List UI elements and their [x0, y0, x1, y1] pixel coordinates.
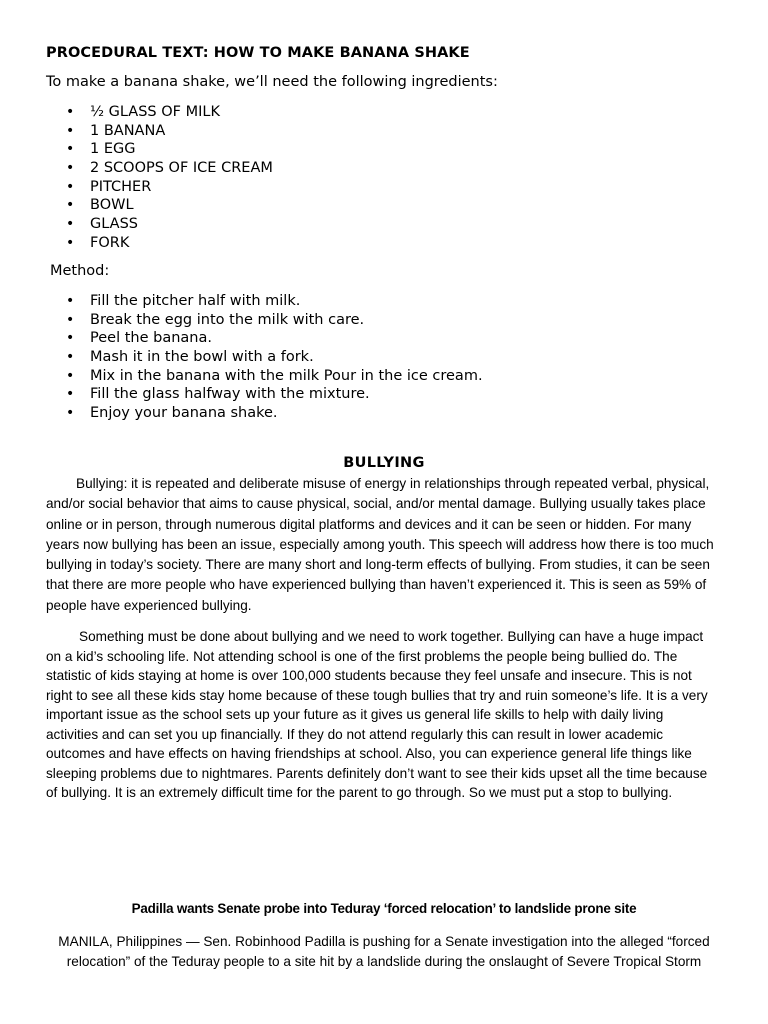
procedure-intro: To make a banana shake, we’ll need the following ingredients: [46, 74, 498, 90]
paragraph-line: outcomes and have effects on having friendships at school. Also, you can experience general life things like [46, 746, 692, 761]
list-item [66, 140, 273, 159]
paragraph-line: Something must be done about bullying and we need to work together. Bullying can have a huge impact [79, 629, 704, 644]
list-item [66, 329, 483, 348]
method-list [66, 292, 483, 423]
paragraph-line: activities and can set you up financially. If they do not attend regularly this can result in lower academic [46, 726, 664, 742]
method-step-text: Mix in the banana with the milk Pour in the ice cream. [90, 367, 483, 384]
list-item [66, 311, 483, 330]
method-step-text: Fill the pitcher half with milk. [90, 293, 301, 309]
bullet-icon: • [66, 234, 75, 251]
ingredient-text: ½ GLASS OF MILK [90, 104, 220, 120]
list-item [66, 159, 273, 178]
news-headline: Padilla wants Senate probe into Teduray ‘forced relocation’ to landslide prone site [131, 901, 637, 916]
news-body [0, 932, 768, 972]
paragraph-line: of bullying. It is an extremely difficult time for the parent to go through. So we must put a stop to bullying. [46, 785, 673, 800]
ingredients-list [66, 103, 273, 253]
ingredient-text: 1 BANANA [90, 122, 166, 139]
bullet-icon: • [66, 122, 75, 139]
ingredient-text: 1 EGG [90, 141, 136, 158]
list-item [66, 348, 483, 367]
list-item [66, 234, 273, 253]
paragraph-line: online or in person, through numerous digital platforms and devices and it can be seen or hidden. For many [46, 516, 692, 532]
paragraph-line: and/or social behavior that aims to cause physical, social, and/or mental damage. Bullying usually takes place [46, 496, 706, 512]
ingredient-text: PITCHER [90, 178, 152, 195]
method-step-text: Mash it in the bowl with a fork. [90, 349, 314, 366]
bullet-icon: • [66, 178, 75, 195]
ingredient-text: FORK [90, 234, 130, 251]
news-line: MANILA, Philippines — Sen. Robinhood Padilla is pushing for a Senate investigation into the alleged “forced [58, 934, 710, 949]
paragraph-line: on a kid’s schooling life. Not attending school is one of the first problems the people being bullied do. The [46, 648, 678, 664]
paragraph-line: Bullying: it is repeated and deliberate misuse of energy in relationships through repeated verbal, physical, [76, 476, 710, 491]
paragraph-line: years now bullying has been an issue, especially among youth. This speech will address how there is too much [46, 536, 714, 552]
paragraph-line: sleeping problems due to nightmares. Parents definitely don’t want to see their kids upset all the time because [46, 765, 708, 781]
list-item [66, 292, 483, 311]
list-item [66, 404, 483, 423]
method-step-text: Enjoy your banana shake. [90, 405, 278, 422]
bullying-paragraph-1 [46, 474, 726, 616]
paragraph-line: statistic of kids staying at home is over 100,000 students because they feel unsafe and insecure. This is not [46, 668, 692, 683]
bullet-icon: • [66, 104, 75, 120]
bullet-icon: • [66, 141, 75, 158]
ingredient-text: 2 SCOOPS OF ICE CREAM [90, 160, 273, 177]
list-item [66, 215, 273, 234]
paragraph-line: people have experienced bullying. [46, 597, 252, 613]
paragraph-line: important issue as the school sets up your future as it gives us general life skills to help with daily living [46, 707, 664, 722]
list-item [66, 103, 273, 122]
news-line: relocation” of the Teduray people to a site hit by a landslide during the onslaught of Severe Tropical Storm [66, 954, 702, 969]
bullet-icon: • [66, 330, 75, 347]
paragraph-line: right to see all these kids stay home because of these tough bullies that try and ruin someone’s life. It is a very [46, 687, 708, 703]
method-step-text: Fill the glass halfway with the mixture. [90, 386, 370, 403]
paragraph-line: that there are more people who have experienced bullying than haven’t experienced it. This is seen as 59% of [46, 577, 707, 593]
paragraph-line: bullying in today’s society. There are many short and long-term effects of bullying. From studies, it can be seen [46, 557, 710, 573]
procedure-title: PROCEDURAL TEXT: HOW TO MAKE BANANA SHAKE [46, 45, 470, 61]
ingredient-text: BOWL [90, 197, 134, 214]
list-item [66, 178, 273, 197]
ingredient-text: GLASS [90, 216, 138, 233]
bullying-title: BULLYING [343, 455, 425, 471]
list-item [66, 122, 273, 141]
method-step-text: Peel the banana. [90, 330, 212, 347]
bullet-icon: • [66, 293, 75, 309]
bullet-icon: • [66, 349, 75, 366]
bullet-icon: • [66, 160, 75, 177]
list-item [66, 367, 483, 386]
bullet-icon: • [66, 405, 75, 422]
method-step-text: Break the egg into the milk with care. [90, 311, 365, 328]
bullet-icon: • [66, 197, 75, 214]
bullet-icon: • [66, 311, 75, 328]
method-label: Method: [50, 263, 110, 279]
list-item [66, 196, 273, 215]
bullet-icon: • [66, 216, 75, 233]
bullying-paragraph-2 [46, 627, 726, 803]
bullet-icon: • [66, 386, 75, 403]
bullet-icon: • [66, 367, 75, 384]
list-item [66, 385, 483, 404]
